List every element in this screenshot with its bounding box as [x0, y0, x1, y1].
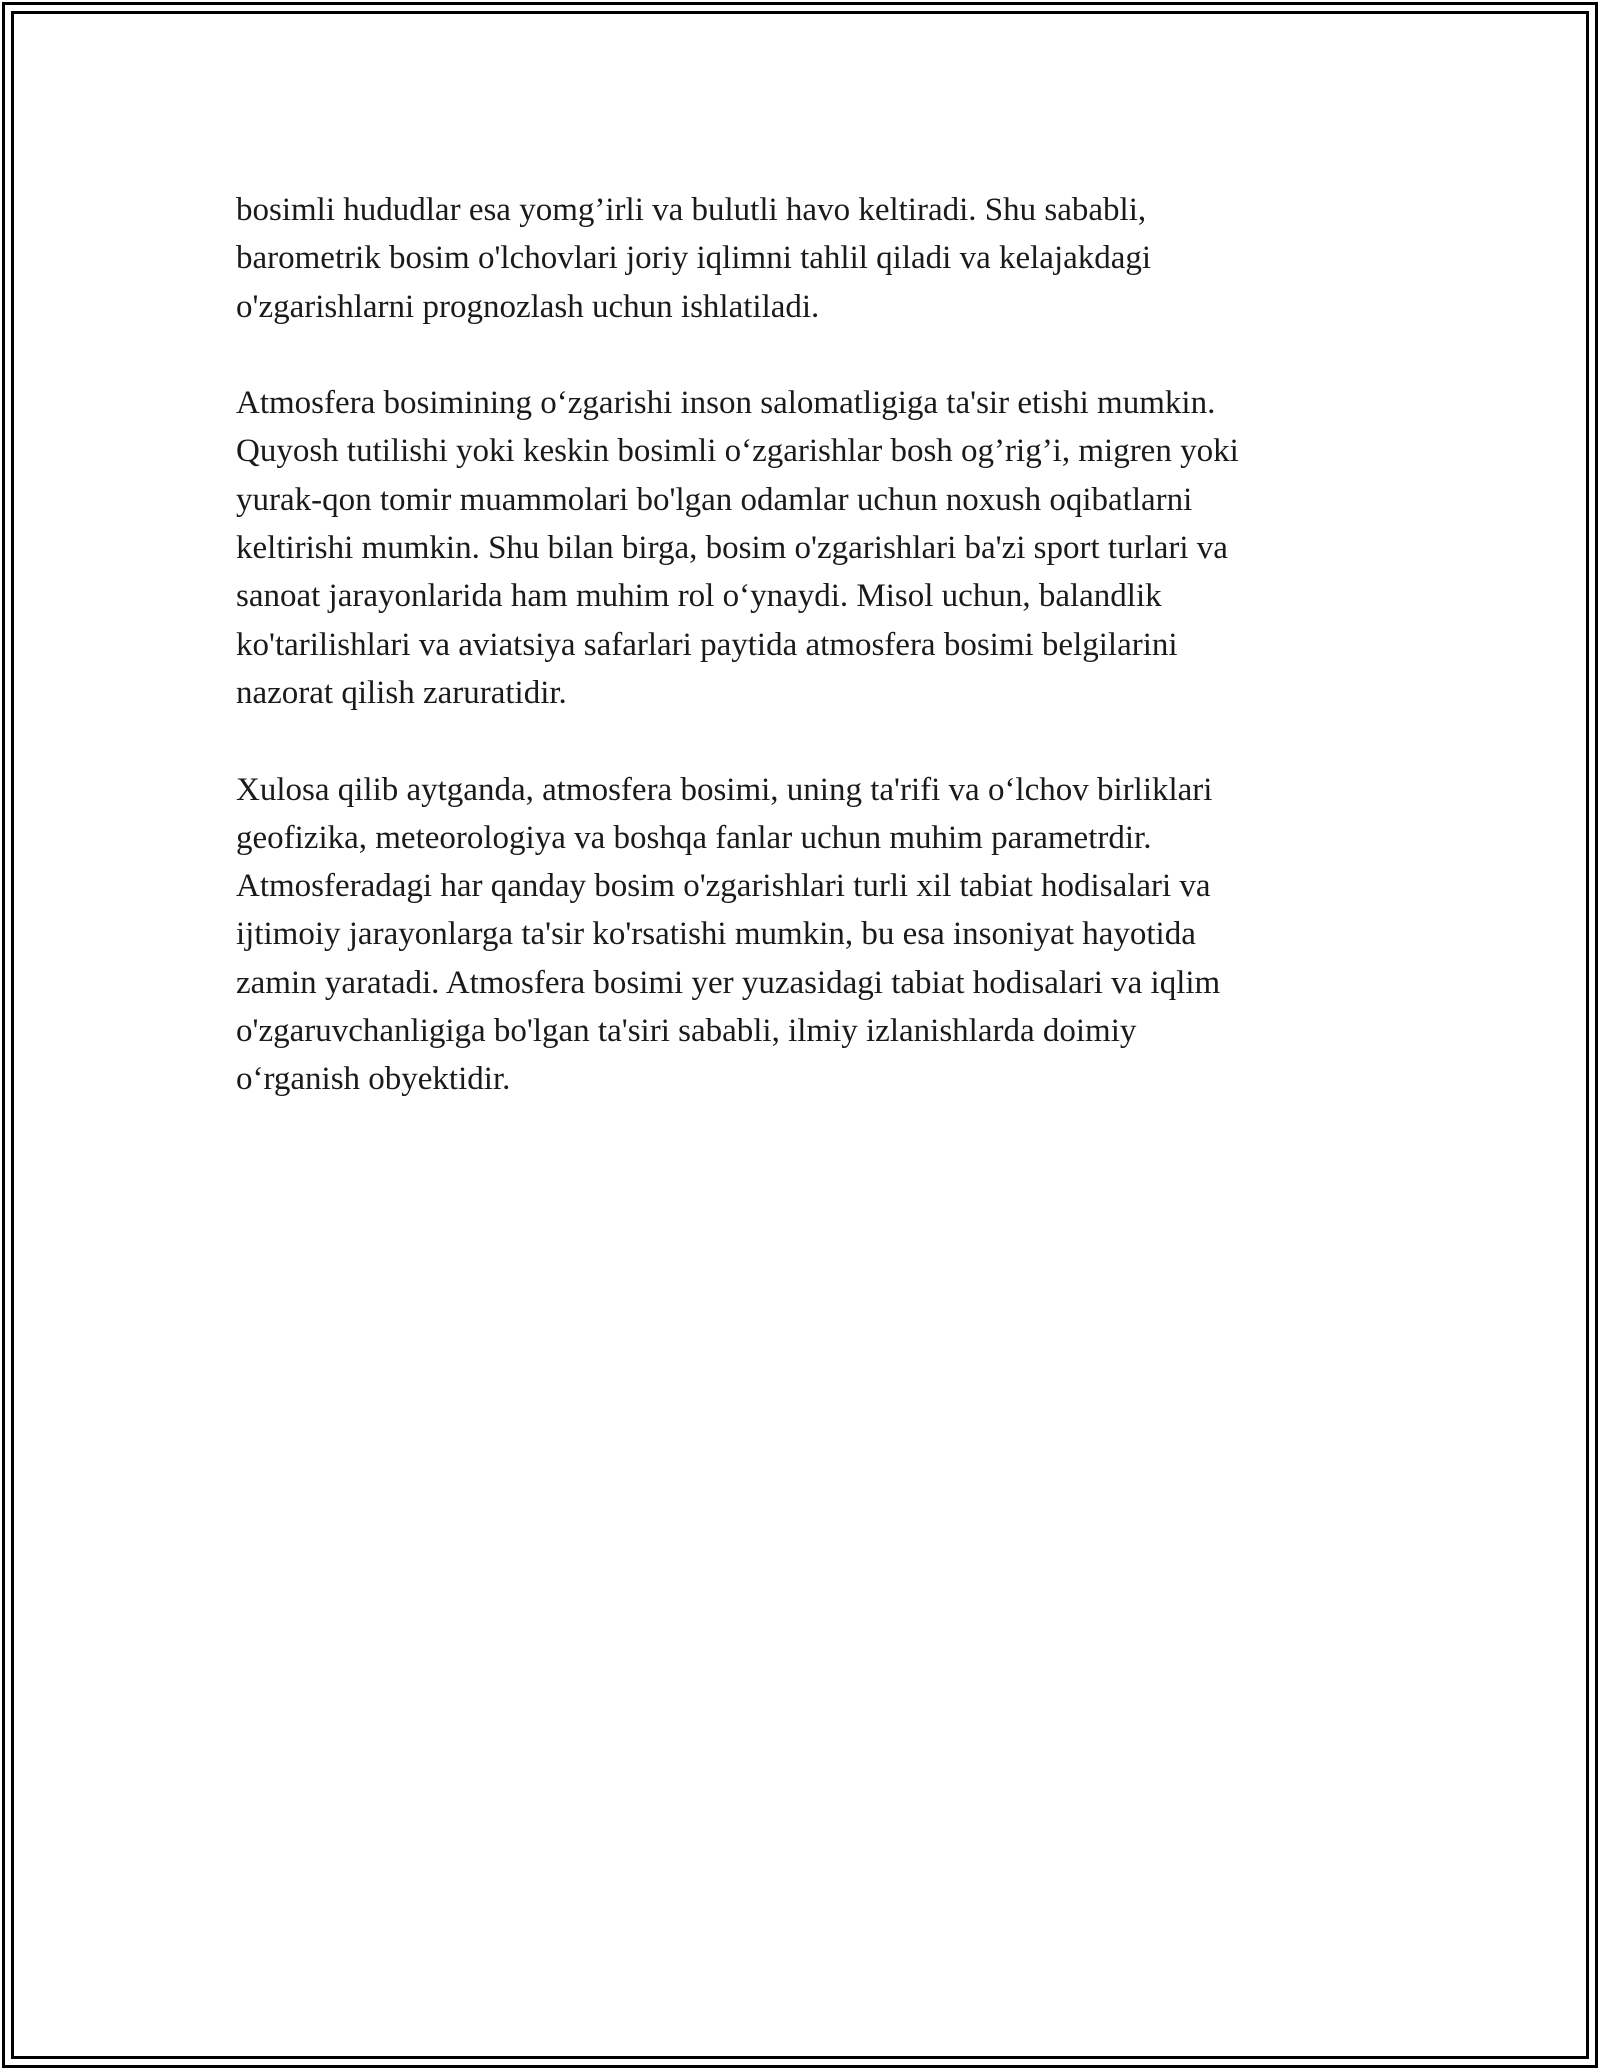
paragraph-3: Xulosa qilib aytganda, atmosfera bosimi, uning ta'rifi va o‘lchov birliklari geofizika, meteorologiya va boshqa fanlar uchun muhim parametrdir. Atmosferadagi har qanday bosim o'zgarishlari turli xil tabiat hodisalari va ijtimoiy jarayonlarga ta'sir ko'rsatishi mumkin, bu esa insoniyat hayotida zamin yaratadi. Atmosfera bosimi yer yuzasidagi tabiat hodisalari va iqlim o'zgaruvchanligiga bo'lgan ta'siri sababli, ilmiy izlanishlarda doimiy o‘rganish obyektidir. [236, 771, 1221, 1098]
document-body [236, 186, 1376, 1152]
paragraph-1: bosimli hududlar esa yomg’irli va bulutli havo keltiradi. Shu sababli, barometrik bosim o'lchovlari joriy iqlimni tahlil qiladi va kelajakdagi o'zgarishlarni prognozlash uchun ishlatiladi. [236, 192, 1152, 325]
paragraph-2: Atmosfera bosimining o‘zgarishi inson salomatligiga ta'sir etishi mumkin. Quyosh tutilishi yoki keskin bosimli o‘zgarishlar bosh og’rig’i, migren yoki yurak-qon tomir muammolari bo'lgan odamlar uchun noxush oqibatlarni keltirishi mumkin. Shu bilan birga, bosim o'zgarishlari ba'zi sport turlari va sanoat jarayonlarida ham muhim rol o‘ynaydi. Misol uchun, balandlik ko'tarilishlari va aviatsiya safarlari paytida atmosfera bosimi belgilarini nazorat qilish zaruratidir. [236, 385, 1239, 711]
